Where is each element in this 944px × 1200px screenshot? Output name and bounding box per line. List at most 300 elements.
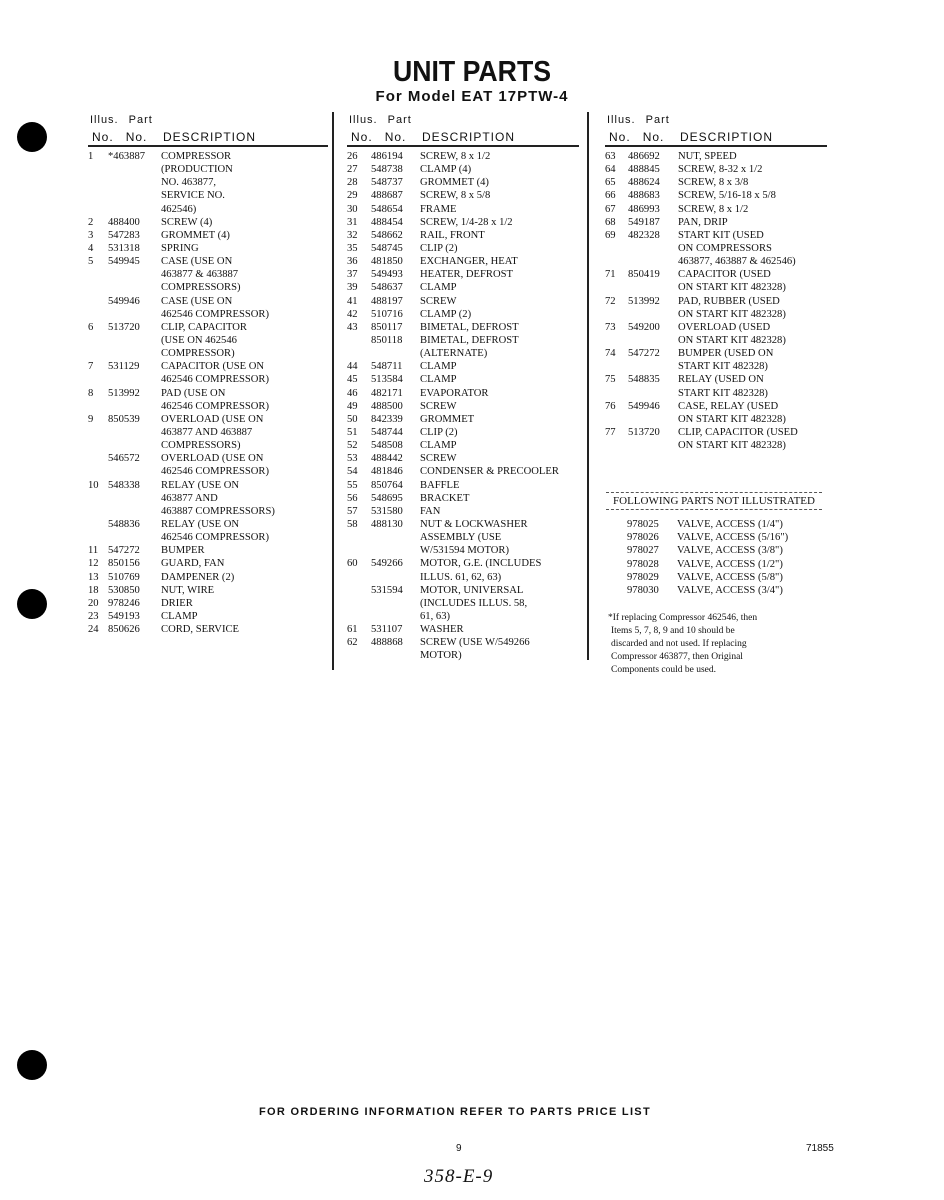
illus-number: 41 (347, 295, 358, 307)
table-row (605, 321, 827, 347)
header-rule (347, 145, 579, 147)
table-row (347, 636, 579, 662)
illus-number: 1 (88, 151, 94, 162)
part-description (420, 163, 579, 176)
illus-number: 57 (347, 505, 358, 517)
table-row (347, 216, 579, 229)
illus-number: 53 (347, 453, 358, 465)
illus-number: 63 (605, 151, 616, 162)
part-description (161, 321, 328, 360)
page-number: 9 (456, 1143, 462, 1154)
table-row (88, 229, 328, 242)
table-row (605, 163, 827, 176)
part-description (420, 360, 579, 373)
table-row (627, 571, 788, 584)
illus-number: 74 (605, 348, 616, 360)
parts-rows (605, 150, 827, 452)
description-line: ILLUS. 61, 62, 63) (420, 571, 502, 583)
table-row (605, 203, 827, 216)
part-description (420, 281, 579, 294)
illus-number: 72 (605, 295, 616, 307)
illus-number: 4 (88, 242, 94, 254)
part-description (420, 176, 579, 189)
part-description (420, 400, 579, 413)
description-line: SCREW (420, 295, 457, 307)
part-description (161, 518, 328, 544)
table-row (347, 321, 579, 334)
part-number: 531129 (108, 361, 140, 373)
part-description (420, 426, 579, 439)
description-line: SCREW (420, 400, 457, 412)
illus-number: 10 (88, 479, 99, 491)
part-number: 549946 (628, 400, 660, 412)
part-number: 488624 (628, 177, 660, 189)
illus-number: 71 (605, 269, 616, 281)
illus-number: 39 (347, 282, 358, 294)
part-number: 850118 (371, 334, 403, 346)
page-subtitle: For Model EAT 17PTW-4 (375, 88, 569, 105)
part-number: 850626 (108, 624, 140, 636)
description-line: CASE, RELAY (USED (678, 400, 779, 412)
part-number: 549187 (628, 216, 660, 228)
part-number: 549266 (371, 558, 403, 570)
description-line: 462546 COMPRESSOR) (161, 400, 270, 412)
description-line: FRAME (420, 203, 457, 215)
illus-number: 50 (347, 413, 358, 425)
table-row (88, 360, 328, 386)
header-part-no: No. (384, 130, 407, 144)
part-number: 548637 (371, 282, 403, 294)
table-row (88, 610, 328, 623)
part-number: 513720 (628, 426, 660, 438)
description-line: OVERLOAD (USE ON (161, 453, 264, 465)
part-number: 548835 (628, 374, 660, 386)
table-row (347, 176, 579, 189)
page-title: UNIT PARTS (392, 56, 552, 88)
header-part: Part (128, 114, 153, 126)
part-description (420, 492, 579, 505)
part-number: 842339 (371, 413, 403, 425)
header-rule (88, 145, 328, 147)
description-line: 462546) (161, 203, 197, 215)
part-number: 549946 (108, 295, 140, 307)
part-description (161, 584, 328, 597)
part-number: 548654 (371, 203, 403, 215)
table-row (88, 255, 328, 294)
illus-number: 76 (605, 400, 616, 412)
header-illus: Illus. (607, 114, 636, 126)
part-number: 978027 (627, 545, 659, 557)
part-description (678, 189, 827, 202)
illus-number: 36 (347, 256, 358, 268)
part-description (678, 347, 827, 373)
description-line: COMPRESSOR) (161, 348, 235, 360)
part-number: 488500 (371, 400, 403, 412)
description-line: DRIER (161, 597, 193, 609)
illus-number: 30 (347, 203, 358, 215)
description-line: NUT & LOCKWASHER (420, 518, 528, 530)
part-description (161, 413, 328, 452)
illus-number: 24 (88, 624, 99, 636)
description-line: ON COMPRESSORS (678, 242, 772, 254)
table-row (347, 400, 579, 413)
part-number: 978028 (627, 558, 659, 570)
part-number: 488442 (371, 453, 403, 465)
description-line: CLIP, CAPACITOR (161, 321, 247, 333)
part-description (420, 255, 579, 268)
table-row (347, 413, 579, 426)
column-header-illus-part (90, 114, 153, 126)
table-row (88, 597, 328, 610)
table-row (347, 479, 579, 492)
part-description: VALVE, ACCESS (3/8") (677, 545, 783, 557)
table-row (88, 413, 328, 452)
description-line: BIMETAL, DEFROST (420, 321, 519, 333)
part-description (161, 597, 328, 610)
description-line: SCREW (4) (161, 216, 213, 228)
part-description (161, 242, 328, 255)
illus-number: 46 (347, 387, 358, 399)
description-line: BUMPER (161, 545, 205, 557)
part-description (161, 295, 328, 321)
part-description: VALVE, ACCESS (5/8") (677, 571, 783, 583)
description-line: ON START KIT 482328) (678, 413, 786, 425)
description-line: ON START KIT 482328) (678, 440, 786, 452)
description-line: CASE (USE ON (161, 295, 233, 307)
footnote-line: Compressor 463877, then Original (611, 652, 743, 662)
description-line: CLIP (2) (420, 426, 458, 438)
part-number: 850764 (371, 479, 403, 491)
description-line: PAD (USE ON (161, 387, 226, 399)
description-line: CAPACITOR (USED (678, 269, 771, 281)
table-row (605, 426, 827, 452)
part-number: 549945 (108, 256, 140, 268)
description-line: GUARD, FAN (161, 558, 225, 570)
description-line: GROMMET (4) (161, 229, 230, 241)
footnote-line: Components could be used. (611, 665, 717, 675)
illus-number: 44 (347, 361, 358, 373)
part-number: 978025 (627, 519, 659, 530)
description-line: CLAMP (161, 610, 198, 622)
part-number: 510716 (371, 308, 403, 320)
part-number: 548738 (371, 164, 403, 176)
description-line: OVERLOAD (USE ON (161, 413, 264, 425)
table-row (88, 452, 328, 478)
illus-number: 23 (88, 610, 99, 622)
table-row (88, 623, 328, 636)
description-line: BRACKET (420, 492, 470, 504)
table-row (605, 229, 827, 268)
column-header-no (92, 130, 328, 144)
table-row (605, 268, 827, 294)
description-line: START KIT (USED (678, 229, 764, 241)
description-line: (PRODUCTION (161, 164, 233, 176)
illus-number: 61 (347, 624, 358, 636)
part-number: 548338 (108, 479, 140, 491)
illus-number: 58 (347, 518, 358, 530)
description-line: DAMPENER (2) (161, 571, 235, 583)
table-row (88, 242, 328, 255)
part-number: 549193 (108, 610, 140, 622)
footnote-line: discarded and not used. If replacing (611, 639, 747, 649)
part-description (161, 479, 328, 518)
table-row (88, 557, 328, 570)
part-number: 548662 (371, 229, 403, 241)
header-illus-no: No. (351, 130, 373, 144)
description-line: CLAMP (2) (420, 308, 472, 320)
illus-number: 2 (88, 216, 94, 228)
description-line: SCREW, 8-32 x 1/2 (678, 164, 763, 176)
header-illus-no: No. (92, 130, 114, 144)
description-line: BUMPER (USED ON (678, 348, 774, 360)
illus-number: 55 (347, 479, 358, 491)
part-description (678, 176, 827, 189)
table-row (347, 255, 579, 268)
part-number: 547272 (628, 348, 660, 360)
header-part-no: No. (642, 130, 665, 144)
part-number: 530850 (108, 584, 140, 596)
parts-rows (88, 150, 328, 636)
table-row (88, 571, 328, 584)
part-description (678, 229, 827, 268)
part-description (420, 518, 579, 557)
description-line: GROMMET (4) (420, 177, 489, 189)
illus-number: 35 (347, 242, 358, 254)
description-line: CLIP (2) (420, 242, 458, 254)
description-line: RELAY (USE ON (161, 479, 240, 491)
part-description (161, 623, 328, 636)
part-number: 488868 (371, 637, 403, 649)
part-description (420, 452, 579, 465)
description-line: COMPRESSORS) (161, 440, 241, 452)
part-description (420, 308, 579, 321)
part-description (161, 557, 328, 570)
description-line: ON START KIT 482328) (678, 334, 786, 346)
description-line: CONDENSER & PRECOOLER (420, 466, 559, 478)
part-number: 548745 (371, 242, 403, 254)
document-code: 71855 (806, 1143, 834, 1154)
part-number: 531594 (371, 584, 403, 596)
description-line: 463877 AND (161, 492, 218, 504)
illus-number: 62 (347, 637, 358, 649)
description-line: RAIL, FRONT (420, 229, 485, 241)
illus-number: 28 (347, 177, 358, 189)
part-description: VALVE, ACCESS (1/4") (677, 519, 783, 530)
part-description (678, 400, 827, 426)
description-line: W/531594 MOTOR) (420, 545, 509, 557)
illus-number: 49 (347, 400, 358, 412)
table-row (88, 321, 328, 360)
table-row (347, 334, 579, 360)
part-description (420, 203, 579, 216)
description-line: SCREW, 8 x 1/2 (678, 203, 749, 215)
part-description: VALVE, ACCESS (5/16") (677, 532, 789, 544)
footnote-line: Items 5, 7, 8, 9 and 10 should be (611, 626, 735, 636)
description-line: PAD, RUBBER (USED (678, 295, 780, 307)
part-description: VALVE, ACCESS (1/2") (677, 558, 783, 570)
illus-number: 54 (347, 466, 358, 478)
part-number: 488687 (371, 190, 403, 202)
table-row (347, 557, 579, 583)
part-description (420, 334, 579, 360)
part-description (420, 229, 579, 242)
part-number: 488130 (371, 518, 403, 530)
description-line: (ALTERNATE) (420, 348, 488, 360)
table-row (347, 308, 579, 321)
table-row (347, 518, 579, 557)
header-part: Part (387, 114, 412, 126)
header-part-no: No. (125, 130, 148, 144)
description-line: SCREW (420, 453, 457, 465)
description-line: CLAMP (420, 282, 457, 294)
description-line: 463877, 463887 & 462546) (678, 256, 796, 268)
footnote-line: *If replacing Compressor 462546, then (608, 613, 758, 623)
part-description (420, 321, 579, 334)
part-description (161, 571, 328, 584)
part-description (420, 189, 579, 202)
description-line: MOTOR, UNIVERSAL (420, 584, 524, 596)
part-description (420, 387, 579, 400)
part-number: 850117 (371, 321, 403, 333)
part-number: 850419 (628, 269, 660, 281)
part-description (420, 623, 579, 636)
part-number: 978029 (627, 571, 659, 583)
description-line: START KIT 482328) (678, 361, 768, 373)
illus-number: 31 (347, 216, 358, 228)
part-description (161, 255, 328, 294)
description-line: 462546 COMPRESSOR) (161, 308, 270, 320)
description-line: RELAY (USED ON (678, 374, 764, 386)
description-line: OVERLOAD (USED (678, 321, 771, 333)
part-description (420, 557, 579, 583)
part-number: 978026 (627, 532, 659, 544)
header-illus: Illus. (349, 114, 378, 126)
part-number: 481846 (371, 466, 403, 478)
illus-number: 68 (605, 216, 616, 228)
table-row (347, 281, 579, 294)
part-description (420, 268, 579, 281)
illus-number: 12 (88, 558, 99, 570)
table-row (88, 518, 328, 544)
illus-number: 64 (605, 164, 616, 176)
description-line: START KIT 482328) (678, 387, 768, 399)
part-description (420, 216, 579, 229)
illus-number: 42 (347, 308, 358, 320)
table-row (347, 242, 579, 255)
illus-number: 29 (347, 190, 358, 202)
part-number: 978246 (108, 597, 140, 609)
table-row (627, 518, 788, 531)
illus-number: 13 (88, 571, 99, 583)
part-number: 850539 (108, 413, 140, 425)
description-line: GROMMET (420, 413, 475, 425)
part-description (161, 544, 328, 557)
not-illustrated-heading: FOLLOWING PARTS NOT ILLUSTRATED (606, 492, 822, 510)
description-line: CLAMP (420, 361, 457, 373)
part-number: 488400 (108, 216, 140, 228)
illus-number: 37 (347, 269, 358, 281)
part-number: 482328 (628, 229, 660, 241)
table-row (88, 584, 328, 597)
part-description (161, 150, 328, 216)
part-number: 549200 (628, 321, 660, 333)
part-number: 513584 (371, 374, 403, 386)
table-row (347, 373, 579, 386)
description-line: SCREW, 8 x 5/8 (420, 190, 491, 202)
part-number: 549493 (371, 269, 403, 281)
illus-number: 5 (88, 256, 94, 268)
header-description: DESCRIPTION (163, 130, 257, 144)
illus-number: 56 (347, 492, 358, 504)
part-description (678, 373, 827, 399)
description-line: NO. 463877, (161, 177, 217, 189)
table-row (627, 584, 788, 597)
description-line: 462546 COMPRESSOR) (161, 466, 270, 478)
table-row (88, 479, 328, 518)
description-line: SCREW, 8 x 1/2 (420, 151, 491, 162)
table-row (605, 216, 827, 229)
description-line: MOTOR, G.E. (INCLUDES (420, 558, 542, 570)
description-line: COMPRESSORS) (161, 282, 241, 294)
description-line: 463877 & 463887 (161, 269, 239, 281)
description-line: ON START KIT 482328) (678, 308, 786, 320)
table-row (347, 203, 579, 216)
part-number: 547272 (108, 545, 140, 557)
part-description (420, 373, 579, 386)
table-row (88, 216, 328, 229)
illus-number: 65 (605, 177, 616, 189)
illus-number: 69 (605, 229, 616, 241)
part-description (678, 268, 827, 294)
table-row (347, 426, 579, 439)
table-row (347, 150, 579, 163)
illus-number: 51 (347, 426, 358, 438)
description-line: HEATER, DEFROST (420, 269, 513, 281)
table-row (347, 295, 579, 308)
description-line: RELAY (USE ON (161, 518, 240, 530)
part-description (420, 295, 579, 308)
table-row (605, 373, 827, 399)
table-row (88, 544, 328, 557)
part-number: 548836 (108, 518, 140, 530)
part-number: 488454 (371, 216, 403, 228)
table-row (347, 189, 579, 202)
part-number: 481850 (371, 256, 403, 268)
table-row (627, 544, 788, 557)
table-row (605, 150, 827, 163)
illus-number: 9 (88, 413, 94, 425)
illus-number: 3 (88, 229, 94, 241)
illus-number: 11 (88, 545, 99, 557)
header-rule (605, 145, 827, 147)
part-description (420, 636, 579, 662)
illus-number: 67 (605, 203, 616, 215)
part-description (161, 229, 328, 242)
part-description (161, 387, 328, 413)
illus-number: 18 (88, 584, 99, 596)
punch-hole (17, 589, 47, 619)
part-number: 510769 (108, 571, 140, 583)
description-line: NUT, WIRE (161, 584, 215, 596)
illus-number: 8 (88, 387, 94, 399)
illus-number: 77 (605, 426, 616, 438)
header-part: Part (645, 114, 670, 126)
part-number: 531580 (371, 505, 403, 517)
description-line: WASHER (420, 624, 464, 636)
description-line: FAN (420, 505, 441, 517)
part-description (161, 452, 328, 478)
table-row (347, 163, 579, 176)
